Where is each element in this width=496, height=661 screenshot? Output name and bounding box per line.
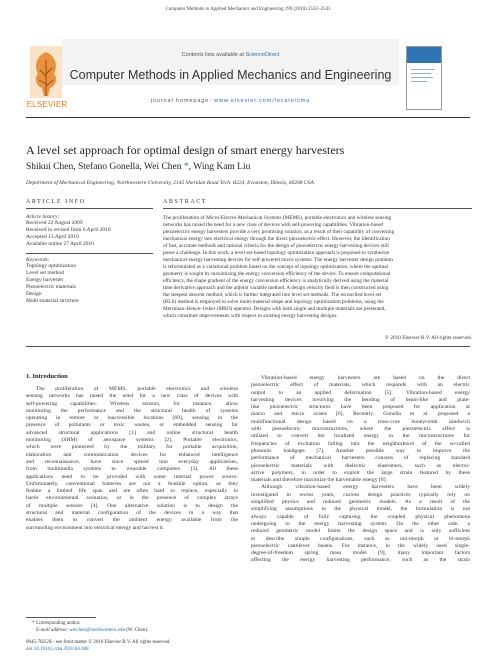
body-line: advanced structural applications [1] and online structural health xyxy=(26,429,238,436)
abstract-line: mechanical energy into electrical energy through the direct piezoelectric effect. However, the identification xyxy=(163,236,390,242)
sciencedirect-link[interactable]: ScienceDirect xyxy=(245,52,280,58)
body-line: like piezoelectric structures have been proposed for application at xyxy=(251,404,470,411)
body-line: which were pioneered by the military for portable acquisition, xyxy=(26,444,238,451)
body-line: piezoelectric cantilever beams. For instance, in the widely used single- xyxy=(251,542,470,549)
abstract-line: efficiency, the shape gradient of the energy conversion efficiency is analytically derived using the material xyxy=(163,278,389,284)
body-line: from multimedia systems to wearable computers [3]. All these xyxy=(26,466,238,473)
doi-link[interactable]: doi:10.1016/j.cma.2010.04.008 xyxy=(26,647,89,652)
body-line: multifunctional design based on a truss-core honeycomb sandwich xyxy=(251,418,470,425)
journal-title: Computer Methods in Applied Mechanics and Engineering xyxy=(69,68,392,82)
body-line: structural and material configuration of the devices in a way that xyxy=(26,510,238,517)
front-matter-rule xyxy=(26,346,470,347)
body-line: of multiple sensors [4]. One alternative solution is to design the xyxy=(26,502,238,509)
abstract-line: poses a challenge. In this work, a level set-based topology optimization approach is proposed to synthesize xyxy=(163,250,390,256)
body-line: and reconnaissance, have since spread into everyday applications, xyxy=(26,458,238,465)
body-line: Although vibration-based energy harvesters have been widely xyxy=(261,484,470,491)
body-line: The proliferation of MEMS, portable electronics and wireless xyxy=(36,386,238,392)
cover-band xyxy=(407,47,441,63)
body-line: affecting the energy harvesting performance, such as the strain xyxy=(251,557,470,564)
abstract-line: of fast, accurate methods and rational criteria for the design of piezoelectric energy harvesting devices still xyxy=(163,243,389,249)
history-line: Received in revised form 6 April 2010 xyxy=(26,227,111,233)
abstract-rule xyxy=(163,208,472,209)
elsevier-tree-logo-icon xyxy=(30,46,62,108)
contents-prefix: Contents lists available at xyxy=(181,52,246,58)
body-line: macro and micro scales [6]. Recently, Gonella et al. proposed a xyxy=(251,411,470,418)
abstract-copyright: © 2010 Elsevier B.V. All rights reserved. xyxy=(384,335,472,341)
abstract-line: The proliferation of Micro-Electro-Mechanical Systems (MEMS), portable electronics and wireless sensing xyxy=(163,215,392,221)
abstract-line: networks has raised the need for a new class of devices with self-powering capabilities. Vibration-based xyxy=(163,222,384,228)
email-link[interactable]: weichen@northwestern.edu xyxy=(69,628,125,633)
article-info-rule xyxy=(26,208,153,209)
body-line: simplifying assumptions in the physical model, the formulation is not xyxy=(251,506,470,513)
body-line: frequencies of excitation falling into the neighborhood of the so-called xyxy=(251,440,470,447)
email-label: E-mail address: xyxy=(36,628,70,633)
info-divider xyxy=(26,253,153,254)
introduction-heading: 1. Introduction xyxy=(26,373,68,380)
body-line: investigated in recent years, current design practices typically rely on xyxy=(251,491,470,498)
article-info-heading: ARTICLE INFO xyxy=(26,199,86,205)
abstract-line: Merriman–Bence–Osher (MBO) operator. Designs with both single and multiple materials are presented, xyxy=(163,306,386,312)
body-line: elaboration and communication devices for enhanced intelligence xyxy=(26,451,238,458)
homepage-prefix: journal homepage: xyxy=(150,98,215,104)
journal-cover-thumbnail xyxy=(406,46,442,110)
authors-tail: , Wing Kam Liu xyxy=(188,162,251,172)
abstract-line: the steepest descent method, which is further integrated into level set methods. The reconciled level set xyxy=(163,292,382,298)
cover-text-line xyxy=(411,73,431,74)
history-label: Article history: xyxy=(26,214,60,220)
history-line: Received 22 August 2009 xyxy=(26,220,83,226)
keyword-item: Topology optimization xyxy=(26,263,77,269)
abstract-line: geometry is sought by maximizing the energy conversion efficiency of the device. To ensure computational xyxy=(163,271,391,277)
keyword-item: Design xyxy=(26,291,42,297)
body-line: harsh environmental scenarios, or in the presence of complex arrays xyxy=(26,495,238,502)
body-line: operating in remote or inaccessible locations [69], sensing in the xyxy=(26,415,238,422)
body-line: applications need to be provided with some internal power source. xyxy=(26,473,238,480)
body-line: always capable of fully capturing the coupled physical phenomena xyxy=(251,513,470,520)
keyword-item: Level set method xyxy=(26,270,64,276)
body-line: phononic bandgaps [7]. Another possible way to improve the xyxy=(251,447,470,454)
body-line: piezoelectric effect of materials, which responds with an electric xyxy=(251,382,470,389)
abstract-body xyxy=(163,215,472,320)
body-line: presence of pollutants or toxic wastes, or embedded sensing for xyxy=(26,422,238,429)
abstract-line: time derivative approach and the adjoint variable method. A design velocity field is then constructed using xyxy=(163,285,389,291)
body-line: Unfortunately, conventional batteries are not a feasible option, as they xyxy=(26,480,238,487)
keywords-label: Keywords: xyxy=(26,257,50,263)
body-line: reduced geometric model limits the design space and is only sufficient xyxy=(251,528,470,535)
body-line: utilized to convert the localized energy in the microstructures for xyxy=(251,433,470,440)
body-line: with piezoelectric microstructures, where the piezoelectric effect is xyxy=(251,426,470,433)
masthead-rule xyxy=(26,117,470,118)
body-line: monitoring the performance and the structural health of systems xyxy=(26,407,238,414)
body-line: surrounding environment into electrical energy and harvest it. xyxy=(26,524,165,531)
body-line: self-powering capabilities. Wireless sensors, for instance, allow xyxy=(26,400,238,407)
article-title: A level set approach for optimal design of smart energy harvesters xyxy=(26,143,345,157)
history-line: Accepted 13 April 2010 xyxy=(26,234,79,240)
body-line: sensing networks has raised the need for a new class of devices with xyxy=(26,393,238,400)
body-line: performance of mechanical harvesters consists of replacing standard xyxy=(251,455,470,462)
body-line: monitoring (SHM) of aerospace systems [2]. Portable electronics, xyxy=(26,437,238,444)
intro-right-column xyxy=(251,375,470,565)
issn-line: 0045-7825/$ - see front matter © 2010 Elsevier B.V. All rights reserved. xyxy=(26,640,171,645)
intro-left-column xyxy=(26,386,238,532)
body-line: undergoing in the energy harvesting system. On the other side, a xyxy=(251,520,470,527)
corresponding-author-note: * Corresponding author. xyxy=(32,621,81,626)
cover-text-line xyxy=(411,77,433,78)
cover-text-line xyxy=(411,69,435,70)
author-list xyxy=(26,162,250,172)
contents-line xyxy=(62,52,399,58)
body-line: harvesting devices involving the bending of beam-like and plate- xyxy=(251,396,470,403)
authors-main: Shikui Chen, Stefano Gonella, Wei Chen xyxy=(26,162,182,172)
history-line: Available online 27 April 2010 xyxy=(26,241,95,247)
body-line: piezoelectric materials with dielectric elastomers, such as electro- xyxy=(251,462,470,469)
body-line: feature a limited life span and are often hard to replace, especially in xyxy=(26,488,238,495)
running-head: Computer Methods in Applied Mechanics and Engineering 199 (2010) 2532–2543 xyxy=(165,7,331,12)
body-line: output to an applied deformation [5]. Vibration-based energy xyxy=(251,389,470,396)
publisher-wordmark: ELSEVIER xyxy=(26,100,68,109)
footnote-rule xyxy=(26,617,96,618)
body-line: materials and therefore maximize the harvestable energy [8]. xyxy=(251,477,387,484)
corresponding-author-mark[interactable]: * xyxy=(181,162,189,172)
keyword-item: Piezoelectric materials xyxy=(26,284,76,290)
body-line: Vibration-based energy harvesters are based on the direct xyxy=(261,375,470,381)
journal-homepage xyxy=(62,98,399,104)
abstract-line: which constitute improvements with respect to existing energy harvesting designs. xyxy=(163,313,338,319)
doi-line xyxy=(26,647,89,652)
body-line: enables them to convert the ambient energy available from the xyxy=(26,517,238,524)
keywords-block xyxy=(26,257,156,305)
homepage-link[interactable]: www.elsevier.com/locate/cma xyxy=(214,98,311,104)
body-line: to describe simple configurations, such as uni-morph or bi-morph xyxy=(251,535,470,542)
body-line: degree-of-freedom spring mass model [9], many important factors xyxy=(251,550,470,557)
cover-text-line xyxy=(411,81,427,82)
abstract-line: is reformulated as a variational problem based on the concept of topology optimization, where the optimal xyxy=(163,264,389,270)
email-note xyxy=(36,628,148,633)
article-history xyxy=(26,214,156,248)
body-line: simplified physics and reduced geometric models. As a result of the xyxy=(251,499,470,506)
body-line: active polymers, in order to exploit the large strain featured by these xyxy=(251,469,470,476)
abstract-heading: ABSTRACT xyxy=(163,199,208,205)
keyword-item: Energy harvester xyxy=(26,277,64,283)
email-tail: (W. Chen). xyxy=(125,628,149,633)
abstract-line: mechanical energy harvesting devices for self-powered micro systems. The energy harvester design problem xyxy=(163,257,393,263)
abstract-line: piezoelectric energy harvesters provide a very promising solution, as a result of their capability of converting xyxy=(163,229,395,235)
affiliation: Department of Mechanical Engineering, Northwestern University, 2145 Sheridan Road Tech. B224, Evanston, Illinois, 60208 USA xyxy=(26,180,314,186)
abstract-line: (RLS) method is employed to solve multi-material shape and topology optimization problems, using the xyxy=(163,299,384,305)
keyword-item: Multi-material structure xyxy=(26,298,79,304)
